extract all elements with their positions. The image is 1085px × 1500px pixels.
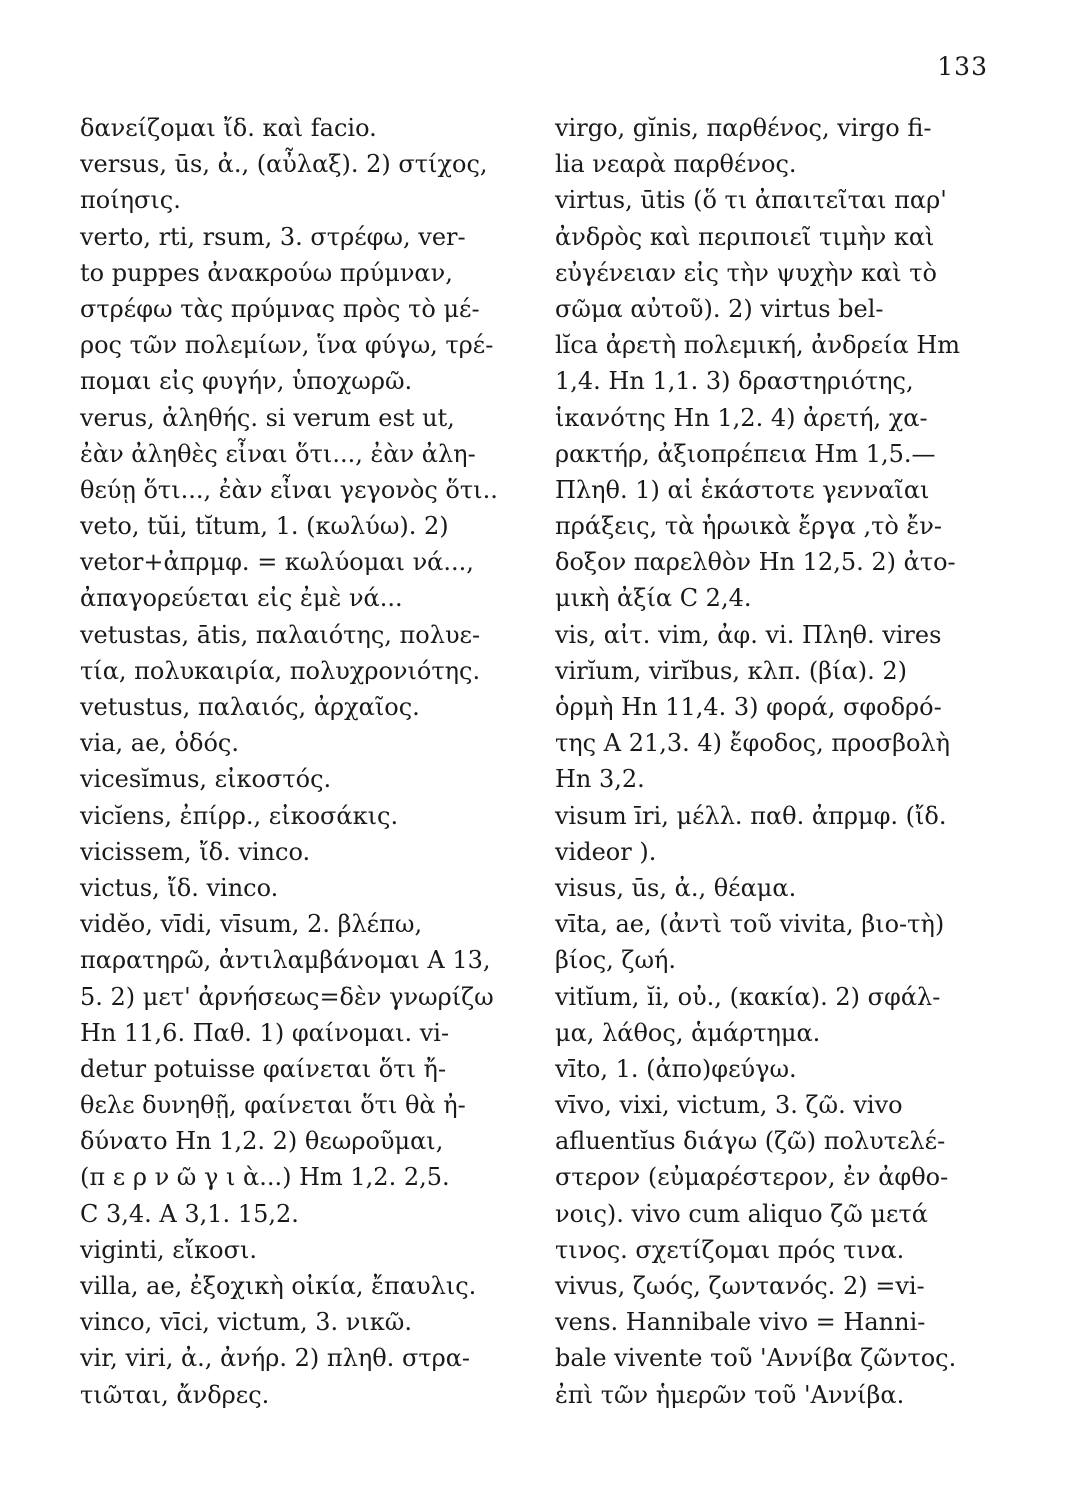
dictionary-line: τιῶται, ἄνδρες. bbox=[80, 1380, 270, 1409]
dictionary-line: δύνατο Hn 1,2. 2) θεωροῦμαι, bbox=[80, 1127, 444, 1156]
dictionary-line: ἀνδρὸς καὶ περιποιεῖ τιμὴν καὶ bbox=[555, 222, 935, 251]
dictionary-line: μικὴ ἀξία C 2,4. bbox=[555, 584, 752, 613]
dictionary-line: vetor+ἀπρμφ. = κωλύομαι νά..., bbox=[80, 548, 474, 577]
dictionary-line: στερον (εὐμαρέστερον, ἐν ἀφθο- bbox=[555, 1163, 949, 1192]
dictionary-line: visum īri, μέλλ. παθ. ἀπρμφ. (ἴδ. bbox=[555, 801, 947, 830]
dictionary-line: vis, αἰτ. vim, ἀφ. vi. Πληθ. vires bbox=[555, 620, 942, 649]
dictionary-line: virgo, gĭnis, παρθένος, virgo fi- bbox=[555, 114, 932, 142]
dictionary-line: εὐγένειαν εἰς τὴν ψυχὴν καὶ τὸ bbox=[555, 258, 937, 287]
dictionary-line: ἀπαγορεύεται εἰς ἐμὲ νά... bbox=[80, 584, 403, 613]
dictionary-line: ποίησις. bbox=[80, 186, 181, 215]
dictionary-line: θεύῃ ὅτι..., ἐὰν εἶναι γεγονὸς ὅτι.. bbox=[80, 475, 498, 504]
dictionary-line: verus, ἀληθής. si verum est ut, bbox=[80, 403, 455, 432]
dictionary-line: vidĕo, vīdi, vīsum, 2. βλέπω, bbox=[80, 910, 423, 939]
dictionary-line: viginti, εἴκοσι. bbox=[80, 1235, 258, 1264]
dictionary-line: δανείζομαι ἴδ. καὶ facio. bbox=[80, 114, 377, 142]
dictionary-line: Πληθ. 1) αἱ ἑκάστοτε γενναῖαι bbox=[555, 475, 930, 504]
dictionary-line: 1,4. Hn 1,1. 3) δραστηριότης, bbox=[555, 367, 914, 396]
dictionary-line: vīto, 1. (ἀπο)φεύγω. bbox=[555, 1054, 797, 1083]
page-number: 133 bbox=[937, 52, 988, 81]
dictionary-line: θελε δυνηθῇ, φαίνεται ὅτι θὰ ἠ- bbox=[80, 1091, 466, 1120]
dictionary-line: bale vivente τοῦ 'Αννίβα ζῶντος. bbox=[555, 1344, 957, 1373]
dictionary-line: ὁρμὴ Hn 11,4. 3) φορά, σφοδρό- bbox=[555, 693, 942, 721]
dictionary-line: vinco, vīci, victum, 3. νικῶ. bbox=[80, 1308, 412, 1337]
dictionary-line: vicissem, ἴδ. vinco. bbox=[80, 837, 311, 866]
right-column bbox=[555, 110, 985, 1413]
dictionary-line: δοξον παρελθὸν Hn 12,5. 2) ἀτο- bbox=[555, 548, 956, 577]
dictionary-line: lĭca ἀρετὴ πολεμική, ἀνδρεία Hm bbox=[555, 331, 960, 360]
dictionary-line: της A 21,3. 4) ἔφοδος, προσβολὴ bbox=[555, 729, 951, 758]
dictionary-line: vir, viri, ἀ., ἀνήρ. 2) πληθ. στρα- bbox=[80, 1344, 471, 1373]
dictionary-line: versus, ūs, ἀ., (αὖλαξ). 2) στίχος, bbox=[80, 150, 488, 179]
dictionary-line: victus, ἴδ. vinco. bbox=[80, 873, 279, 902]
dictionary-line: ἱκανότης Hn 1,2. 4) ἀρετή, χα- bbox=[555, 403, 928, 432]
dictionary-line: C 3,4. A 3,1. 15,2. bbox=[80, 1199, 299, 1228]
dictionary-line: afluentĭus διάγω (ζῶ) πολυτελέ- bbox=[555, 1127, 946, 1156]
dictionary-line: villa, ae, ἐξοχικὴ οἰκία, ἔπαυλις. bbox=[80, 1272, 477, 1300]
dictionary-line: παρατηρῶ, ἀντιλαμβάνομαι A 13, bbox=[80, 946, 491, 975]
dictionary-line: Hn 11,6. Παθ. 1) φαίνομαι. vi- bbox=[80, 1018, 450, 1047]
dictionary-line: βίος, ζωή. bbox=[555, 946, 677, 975]
dictionary-line: τία, πολυκαιρία, πολυχρονιότης. bbox=[80, 656, 481, 685]
dictionary-line: to puppes ἀνακρούω πρύμναν, bbox=[80, 258, 453, 287]
dictionary-line: vetustas, ātis, παλαιότης, πολυε- bbox=[80, 620, 481, 649]
dictionary-line: veto, tŭi, tĭtum, 1. (κωλύω). 2) bbox=[80, 512, 449, 541]
dictionary-line: πομαι εἰς φυγήν, ὑποχωρῶ. bbox=[80, 367, 413, 396]
dictionary-line: νοις). vivo cum aliquo ζῶ μετά bbox=[555, 1199, 928, 1228]
dictionary-line: vicesĭmus, εἰκοστός. bbox=[80, 765, 332, 794]
dictionary-line: ρακτήρ, ἀξιοπρέπεια Hm 1,5.— bbox=[555, 439, 936, 468]
dictionary-line: detur potuisse φαίνεται ὅτι ἤ- bbox=[80, 1054, 447, 1083]
dictionary-line: verto, rti, rsum, 3. στρέφω, ver- bbox=[80, 222, 466, 251]
dictionary-line: vitĭum, ĭi, οὐ., (κακία). 2) σφάλ- bbox=[555, 982, 941, 1011]
dictionary-line: vivus, ζωός, ζωντανός. 2) =vi- bbox=[555, 1272, 925, 1300]
dictionary-line: vīvo, vixi, victum, 3. ζῶ. vivo bbox=[555, 1091, 903, 1120]
dictionary-line: vicĭens, ἐπίρρ., εἰκοσάκις. bbox=[80, 801, 399, 830]
dictionary-line: visus, ūs, ἀ., θέαμα. bbox=[555, 873, 797, 902]
dictionary-line: via, ae, ὁδός. bbox=[80, 729, 239, 758]
dictionary-line: Hn 3,2. bbox=[555, 765, 645, 794]
dictionary-line: ρος τῶν πολεμίων, ἵνα φύγω, τρέ- bbox=[80, 331, 494, 360]
dictionary-line: vīta, ae, (ἀντὶ τοῦ vivita, βιο-τὴ) bbox=[555, 910, 945, 939]
dictionary-line: σῶμα αὐτοῦ). 2) virtus bel- bbox=[555, 294, 884, 323]
dictionary-line: 5. 2) μετ' ἀρνήσεως=δὲν γνωρίζω bbox=[80, 982, 494, 1011]
left-column bbox=[80, 110, 510, 1413]
dictionary-line: (π ε ρ ν ῶ γ ι ὰ...) Hm 1,2. 2,5. bbox=[80, 1163, 450, 1192]
dictionary-line: ἐπὶ τῶν ἡμερῶν τοῦ 'Αννίβα. bbox=[555, 1380, 905, 1409]
dictionary-line: virĭum, virĭbus, κλπ. (βία). 2) bbox=[555, 656, 907, 685]
dictionary-line: lia νεαρὰ παρθένος. bbox=[555, 150, 797, 179]
dictionary-line: πράξεις, τὰ ἡρωικὰ ἔργα ,τὸ ἔν- bbox=[555, 512, 942, 541]
dictionary-line: videor ). bbox=[555, 837, 657, 866]
dictionary-line: vetustus, παλαιός, ἀρχαῖος. bbox=[80, 693, 420, 721]
dictionary-line: μα, λάθος, ἁμάρτημα. bbox=[555, 1018, 821, 1047]
dictionary-line: τινος. σχετίζομαι πρός τινα. bbox=[555, 1235, 905, 1264]
dictionary-line: στρέφω τὰς πρύμνας πρὸς τὸ μέ- bbox=[80, 294, 480, 323]
dictionary-line: vens. Hannibale vivo = Hanni- bbox=[555, 1308, 926, 1337]
dictionary-line: ἐὰν ἀληθὲς εἶναι ὅτι..., ἐὰν ἀλη- bbox=[80, 439, 476, 468]
dictionary-line: virtus, ūtis (ὅ τι ἀπαιτεῖται παρ' bbox=[555, 186, 947, 215]
